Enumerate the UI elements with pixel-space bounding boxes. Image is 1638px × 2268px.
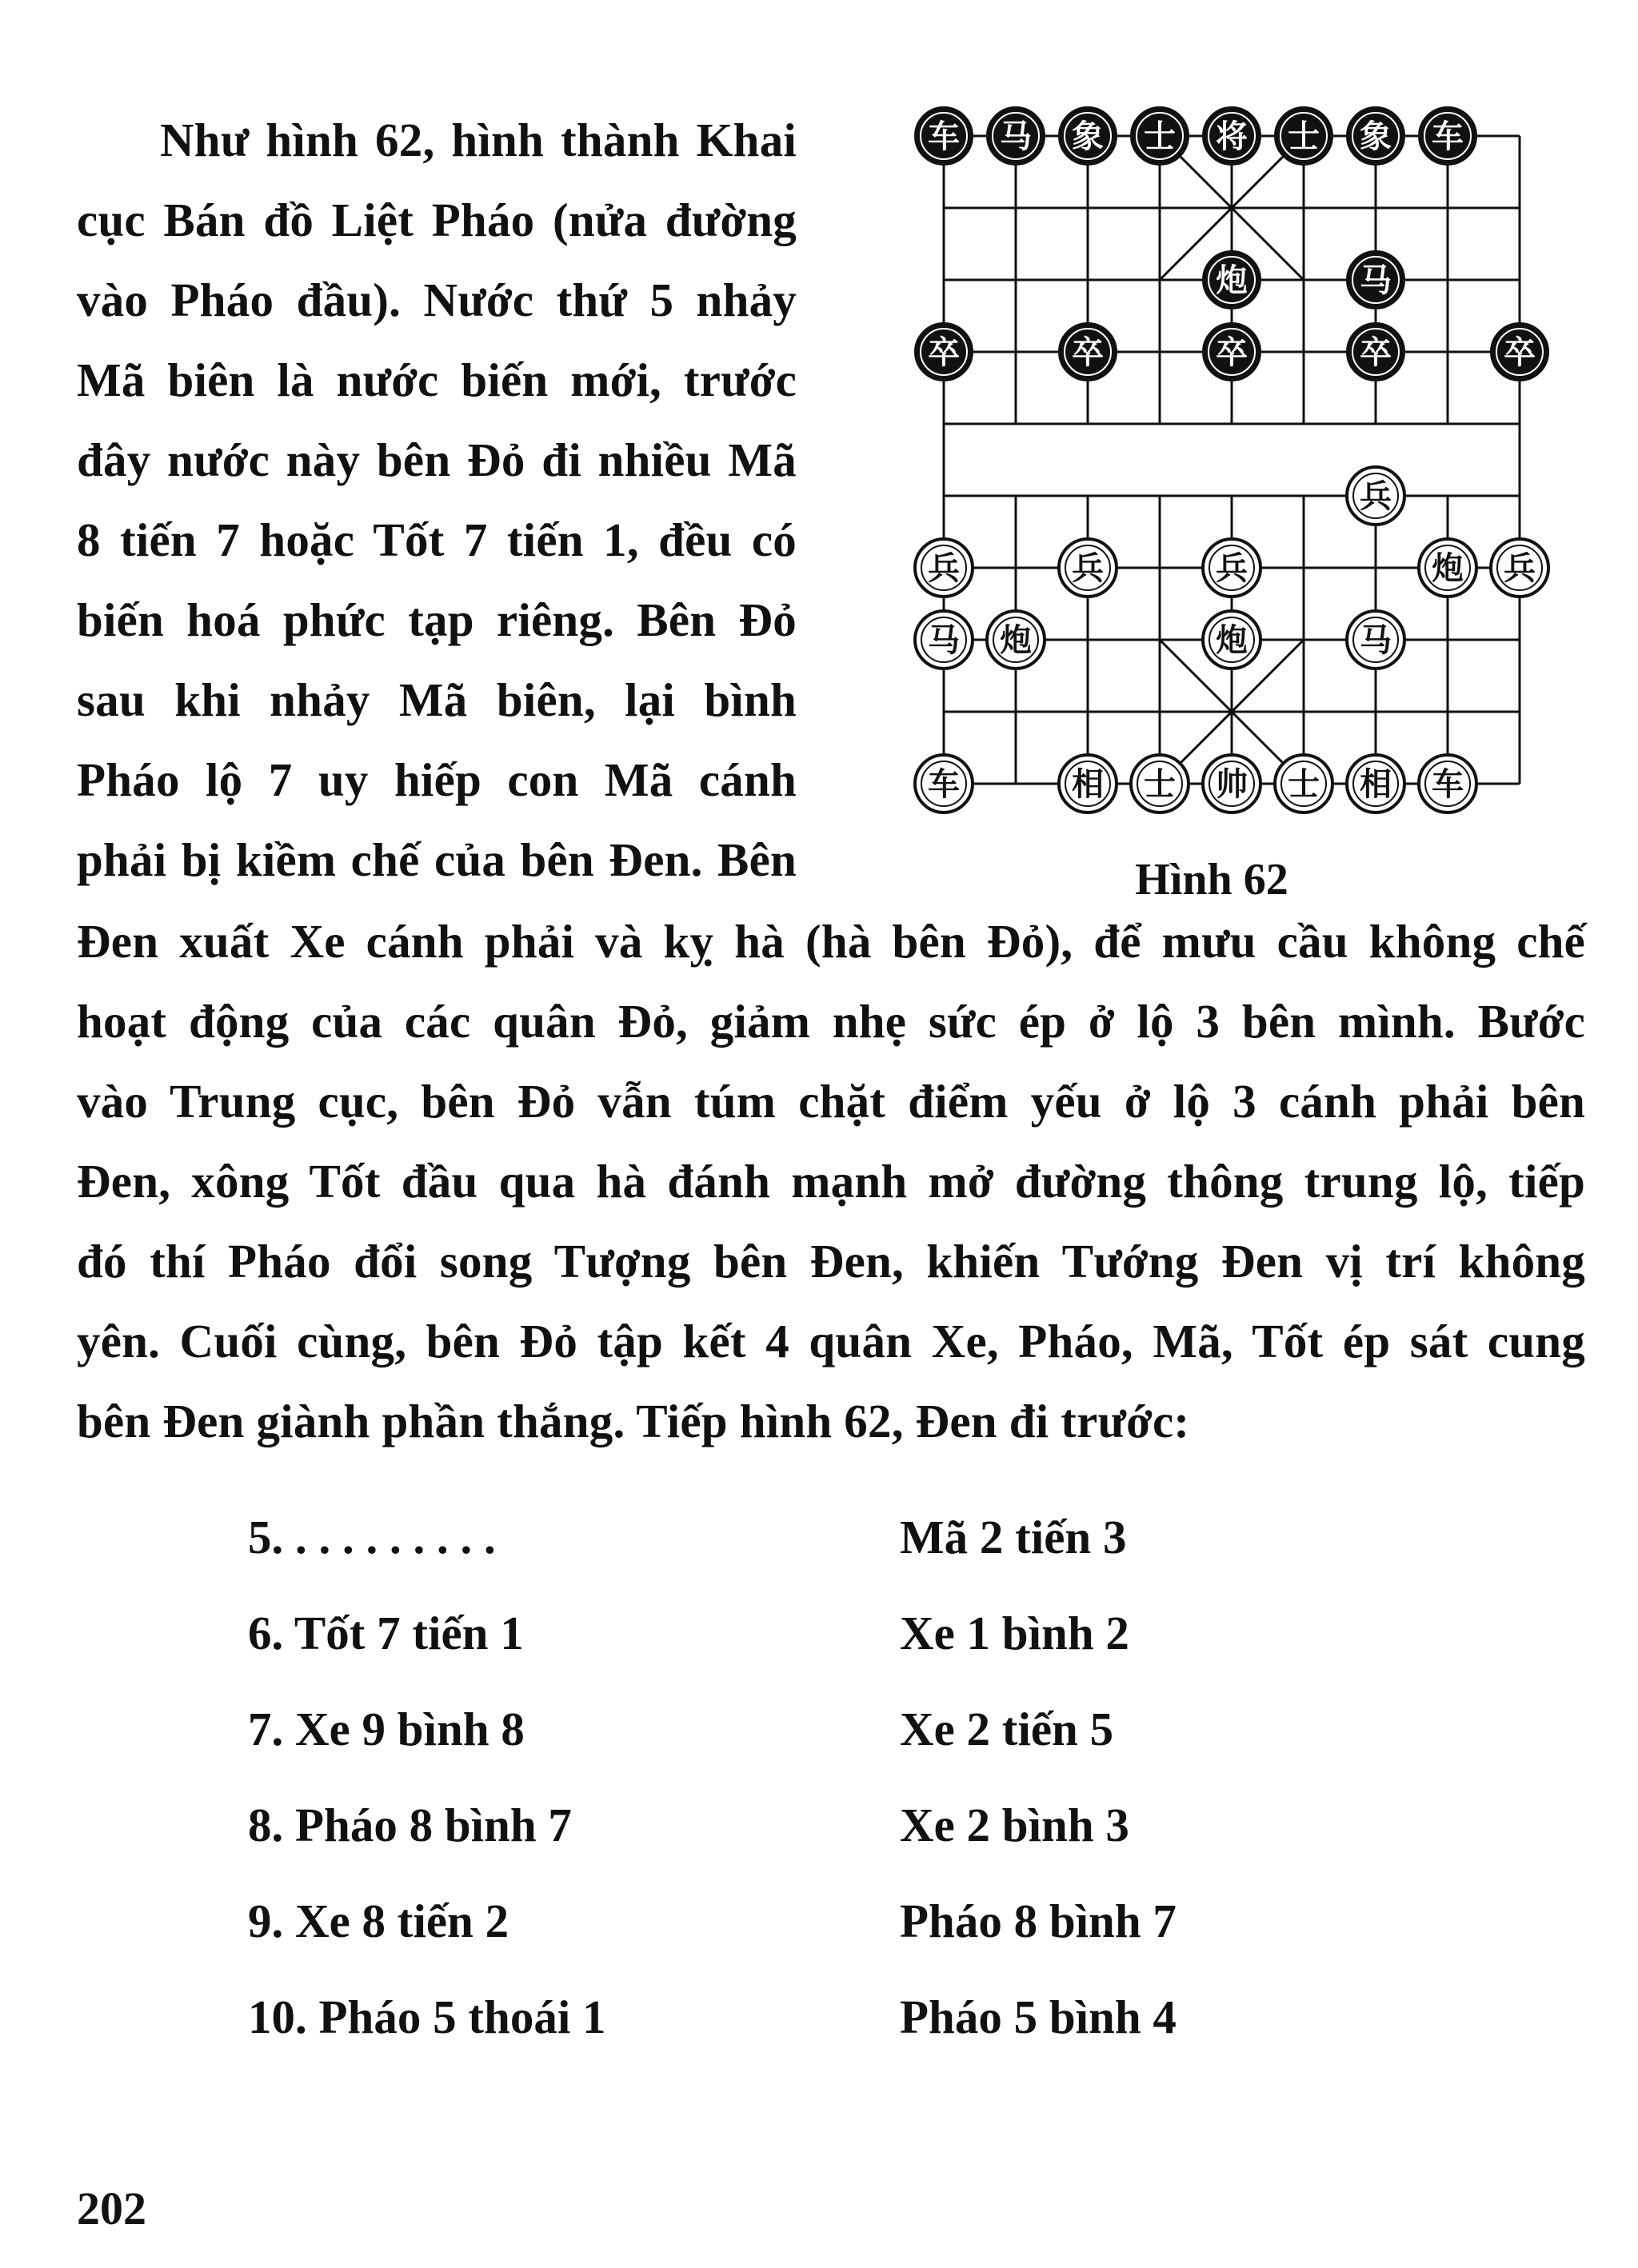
- move-red: 9. Xe 8 tiến 2: [248, 1895, 509, 1947]
- red-piece: [1419, 755, 1476, 813]
- piece-glyph: 马: [1360, 262, 1392, 299]
- text-line: vào Trung cục, bên Đỏ vẫn túm chặt điểm yếu ở lộ 3 cánh phải bên: [77, 1075, 1585, 1128]
- black-piece: [1347, 107, 1404, 165]
- red-piece: [1059, 539, 1117, 597]
- black-piece: [1203, 323, 1260, 381]
- black-piece: [1347, 323, 1404, 381]
- move-red: 6. Tốt 7 tiến 1: [248, 1607, 524, 1659]
- move-red: 5. . . . . . . . . .: [248, 1511, 496, 1563]
- text-line: cục Bán đồ Liệt Pháo (nửa đường: [77, 194, 797, 246]
- piece-glyph: 相: [1360, 766, 1392, 803]
- piece-glyph: 相: [1072, 766, 1104, 803]
- black-piece: [1059, 107, 1117, 165]
- red-piece: [915, 539, 973, 597]
- piece-glyph: 象: [1360, 118, 1392, 155]
- text-line: Pháo lộ 7 uy hiếp con Mã cánh: [77, 753, 797, 806]
- piece-glyph: 帅: [1216, 766, 1248, 803]
- piece-glyph: 车: [928, 118, 960, 155]
- red-piece: [915, 611, 973, 669]
- text-line: yên. Cuối cùng, bên Đỏ tập kết 4 quân Xe, Pháo, Mã, Tốt ép sát cung: [77, 1315, 1585, 1368]
- move-black: Xe 2 bình 3: [900, 1799, 1129, 1851]
- piece-glyph: 卒: [1504, 334, 1536, 371]
- red-piece: [1131, 755, 1189, 813]
- xiangqi-board-diagram: [912, 96, 1552, 816]
- text-line: Mã biên là nước biến mới, trước: [77, 353, 797, 406]
- move-red: 8. Pháo 8 bình 7: [248, 1799, 572, 1851]
- black-piece: [1275, 107, 1332, 165]
- piece-glyph: 炮: [1216, 622, 1248, 659]
- red-piece: [915, 755, 973, 813]
- text-line: Như hình 62, hình thành Khai: [160, 114, 797, 166]
- piece-glyph: 兵: [928, 550, 960, 587]
- piece-glyph: 士: [1144, 118, 1176, 155]
- black-piece: [987, 107, 1045, 165]
- move-red: 7. Xe 9 bình 8: [248, 1703, 525, 1755]
- piece-glyph: 卒: [1360, 334, 1392, 371]
- black-piece: [1347, 251, 1404, 309]
- red-piece: [1059, 755, 1117, 813]
- text-line: hoạt động của các quân Đỏ, giảm nhẹ sức ép ở lộ 3 bên mình. Bước: [77, 995, 1585, 1048]
- piece-glyph: 象: [1072, 118, 1104, 155]
- red-piece: [1347, 467, 1404, 525]
- piece-glyph: 兵: [1072, 550, 1104, 587]
- move-red: 10. Pháo 5 thoái 1: [248, 1990, 606, 2043]
- piece-glyph: 士: [1288, 118, 1320, 155]
- piece-glyph: 马: [1360, 622, 1392, 659]
- piece-glyph: 卒: [1216, 334, 1248, 371]
- piece-glyph: 兵: [1504, 550, 1536, 587]
- piece-glyph: 兵: [1360, 478, 1392, 515]
- piece-glyph: 士: [1144, 766, 1176, 803]
- page-number: 202: [77, 2182, 146, 2234]
- piece-glyph: 将: [1216, 118, 1248, 155]
- figure-caption: Hình 62: [1135, 855, 1288, 904]
- red-piece: [987, 611, 1045, 669]
- piece-glyph: 卒: [928, 334, 960, 371]
- move-black: Mã 2 tiến 3: [900, 1511, 1127, 1563]
- piece-glyph: 马: [928, 622, 960, 659]
- black-piece: [1059, 323, 1117, 381]
- move-black: Xe 1 bình 2: [900, 1607, 1129, 1659]
- black-piece: [1203, 251, 1260, 309]
- red-piece: [1347, 611, 1404, 669]
- text-line: Đen xuất Xe cánh phải và kỵ hà (hà bên Đỏ), để mưu cầu không chế: [77, 915, 1585, 968]
- move-black: Pháo 8 bình 7: [900, 1895, 1177, 1947]
- text-line: bên Đen giành phần thắng. Tiếp hình 62, Đen đi trước:: [77, 1395, 1190, 1447]
- text-line: đó thí Pháo đổi song Tượng bên Đen, khiến Tướng Đen vị trí không: [77, 1235, 1585, 1288]
- black-piece: [1491, 323, 1548, 381]
- red-piece: [1491, 539, 1548, 597]
- piece-glyph: 炮: [1432, 550, 1464, 587]
- text-line: 8 tiến 7 hoặc Tốt 7 tiến 1, đều có: [77, 513, 797, 566]
- piece-glyph: 炮: [1000, 622, 1032, 659]
- text-line: Đen, xông Tốt đầu qua hà đánh mạnh mở đường thông trung lộ, tiếp: [77, 1155, 1585, 1208]
- text-line: phải bị kiềm chế của bên Đen. Bên: [77, 833, 797, 886]
- text-line: đây nước này bên Đỏ đi nhiều Mã: [77, 433, 797, 486]
- red-piece: [1347, 755, 1404, 813]
- text-line: vào Pháo đầu). Nước thứ 5 nhảy: [77, 274, 797, 326]
- red-piece: [1203, 611, 1260, 669]
- text-line: biến hoá phức tạp riêng. Bên Đỏ: [77, 593, 797, 646]
- black-piece: [1131, 107, 1189, 165]
- red-piece: [1203, 539, 1260, 597]
- piece-glyph: 兵: [1216, 550, 1248, 587]
- move-black: Xe 2 tiến 5: [900, 1703, 1114, 1755]
- piece-glyph: 士: [1288, 766, 1320, 803]
- black-piece: [915, 323, 973, 381]
- piece-glyph: 车: [1432, 766, 1464, 803]
- red-piece: [1419, 539, 1476, 597]
- piece-glyph: 车: [928, 766, 960, 803]
- black-piece: [1419, 107, 1476, 165]
- piece-glyph: 车: [1432, 118, 1464, 155]
- red-piece: [1275, 755, 1332, 813]
- piece-glyph: 马: [1000, 118, 1032, 155]
- piece-glyph: 卒: [1072, 334, 1104, 371]
- black-piece: [915, 107, 973, 165]
- piece-glyph: 炮: [1216, 262, 1248, 299]
- black-piece: [1203, 107, 1260, 165]
- move-black: Pháo 5 bình 4: [900, 1990, 1177, 2043]
- red-piece: [1203, 755, 1260, 813]
- text-line: sau khi nhảy Mã biên, lại bình: [77, 673, 797, 726]
